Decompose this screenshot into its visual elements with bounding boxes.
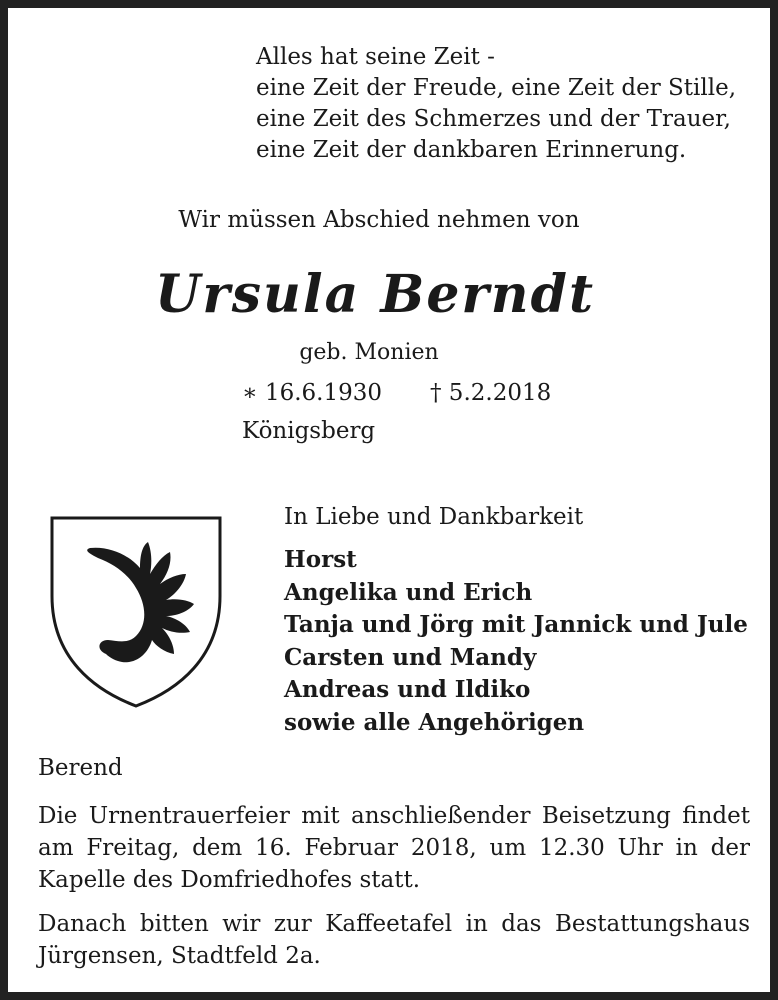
maiden-name: geb. Monien	[299, 340, 439, 365]
list-item: Horst	[284, 546, 357, 573]
birth-date: ∗ 16.6.1930	[242, 380, 382, 406]
mourners-list	[284, 544, 748, 739]
list-item: Angelika und Erich	[284, 578, 533, 606]
list-item: Carsten und Mandy	[284, 643, 537, 671]
list-item: Tanja und Jörg mit Jannick und Jule	[284, 611, 748, 638]
funeral-notice: Die Urnentrauerfeier mit anschließender Beisetzung findet am Freitag, dem 16. Februar 2018, um 12.30 Uhr in der Kapelle des Domfriedhofes statt.	[38, 803, 750, 893]
birthplace: Königsberg	[242, 418, 376, 444]
list-item: Andreas und Ildiko	[284, 676, 531, 703]
poem-line: eine Zeit der Freude, eine Zeit der Stille,	[256, 75, 737, 101]
farewell-intro: Wir müssen Abschied nehmen von	[178, 207, 580, 233]
mourners-intro: In Liebe und Dankbarkeit	[284, 504, 584, 530]
reception-notice: Danach bitten wir zur Kaffeetafel in das Bestattungshaus Jürgensen, Stadtfeld 2a.	[38, 911, 750, 969]
place-name: Berend	[38, 755, 123, 781]
elk-antler-coat-of-arms-icon	[48, 508, 224, 708]
deceased-name: Ursula Berndt	[155, 264, 595, 325]
list-item: sowie alle Angehörigen	[284, 708, 585, 736]
poem-line: eine Zeit des Schmerzes und der Trauer,	[256, 106, 731, 132]
poem-line: eine Zeit der dankbaren Erinnerung.	[256, 137, 687, 163]
death-date: † 5.2.2018	[430, 380, 552, 406]
poem	[256, 42, 736, 166]
poem-line: Alles hat seine Zeit -	[256, 44, 495, 70]
